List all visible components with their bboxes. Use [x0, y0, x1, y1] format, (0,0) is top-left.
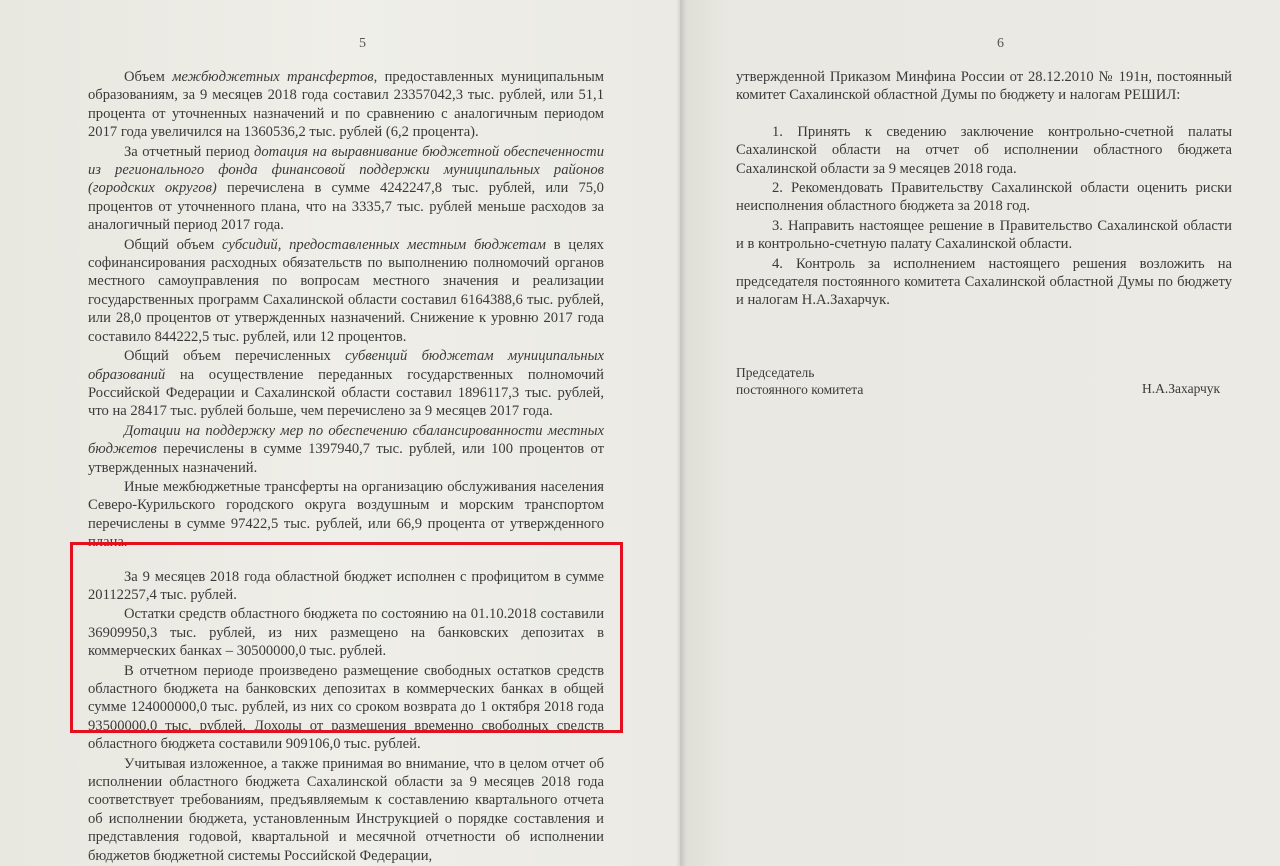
decision-item-3: 3. Направить настоящее решение в Правительство Сахалинской области и в контрольно-счетную палату Сахалинской области. — [736, 217, 1232, 253]
paragraph-subventions: Общий объем перечисленных субвенций бюджетам муниципальных образований на осуществление переданных государственных полномочий Российской Федерации и Сахалинской области составил 1896117,3 тыс. рублей, что на 28417 тыс. рублей больше, чем перечислено за 9 месяцев 2017 года. — [88, 348, 604, 420]
left-text-column — [88, 68, 604, 865]
paragraph-deposits: В отчетном периоде произведено размещение свободных остатков средств областного бюджета на банковских депозитах в коммерческих банках в общей сумме 124000000,0 тыс. рублей, из них со сроком возврата до 1 октября 2018 года 93500000,0 тыс. рублей. Доходы от размещения временно свободных средств областного бюджета составили 909106,0 тыс. рублей. — [88, 662, 604, 753]
signature-title-line2: постоянного комитета — [736, 382, 864, 397]
left-page-number: 5 — [359, 36, 366, 51]
right-page-number: 6 — [997, 36, 1004, 51]
decision-item-1: 1. Принять к сведению заключение контрольно-счетной палаты Сахалинской области на отчет об исполнении областного бюджета Сахалинской области за 9 месяцев 2018 года. — [736, 123, 1232, 177]
signature-name: Н.А.Захарчук — [1142, 381, 1221, 396]
red-highlight-box — [70, 542, 623, 733]
paragraph-surplus: За 9 месяцев 2018 года областной бюджет исполнен с профицитом в сумме 20112257,4 тыс. рублей. — [88, 568, 604, 603]
right-text-column — [736, 68, 1232, 310]
decision-item-2: 2. Рекомендовать Правительству Сахалинской области оценить риски неисполнения областного бюджета за 2018 год. — [736, 180, 1232, 215]
signature-title-line1: Председатель — [736, 365, 815, 380]
paragraph-dotation: За отчетный период дотация на выравнивание бюджетной обеспеченности из регионального фонда финансовой поддержки муниципальных районов (городских округов) перечислена в сумме 4242247,8 тыс. рублей, или 75,0 процентов от уточненного плана, что на 3335,7 тыс. рублей меньше расходов за аналогичный период 2017 года. — [88, 143, 605, 234]
paragraph-intro: утвержденной Приказом Минфина России от 28.12.2010 № 191н, постоянный комитет Сахалинской областной Думы по бюджету и налогам РЕШИЛ: — [736, 69, 1232, 104]
page-fold — [676, 0, 686, 866]
paragraph-transfers: Объем межбюджетных трансфертов, предоставленных муниципальным образованиям, за 9 месяцев 2018 года составил 23357042,3 тыс. рублей, или 51,1 процента от уточненных назначений и по сравнению с аналогичным периодом 2017 года увеличился на 1360536,2 тыс. рублей (6,2 процента). — [88, 69, 604, 141]
paragraph-subsidies: Общий объем субсидий, предоставленных местным бюджетам в целях софинансирования расходных обязательств по выполнению полномочий органов местного самоуправления по вопросам местного значения и реализации государственных программ Сахалинской области составил 6164388,6 тыс. рублей, или 28,0 процентов от утвержденных назначений. Снижение к уровню 2017 года составило 844222,5 тыс. рублей, или 12 процентов. — [88, 236, 604, 345]
signature-title — [736, 364, 863, 398]
paragraph-other-transfers: Иные межбюджетные трансферты на организацию обслуживания населения Северо-Курильского городского округа воздушным и морским транспортом перечислены в сумме 97422,5 тыс. рублей, или 66,9 процента от утвержденного плана. — [88, 478, 604, 551]
paragraph-balances: Остатки средств областного бюджета по состоянию на 01.10.2018 составили 36909950,3 тыс. рублей, из них размещено на банковских депозитах в коммерческих банках – 30500000,0 тыс. рублей. — [88, 606, 604, 660]
decision-item-4: 4. Контроль за исполнением настоящего решения возложить на председателя постоянного комитета Сахалинской областной Думы по бюджету и налогам Н.А.Захарчук. — [736, 255, 1232, 309]
paragraph-conclusion: Учитывая изложенное, а также принимая во внимание, что в целом отчет об исполнении областного бюджета Сахалинской области за 9 месяцев 2018 года соответствует требованиям, предъявляемым к составлению квартального отчета об исполнении бюджета, установленным Инструкцией о порядке составления и представления годовой, квартальной и месячной отчетности об исполнении бюджетов бюджетной системы Российской Федерации, — [88, 755, 604, 864]
paragraph-balance-dotation: Дотации на поддержку мер по обеспечению сбалансированности местных бюджетов перечислены в сумме 1397940,7 тыс. рублей, или 100 процентов от утвержденных назначений. — [88, 422, 604, 476]
